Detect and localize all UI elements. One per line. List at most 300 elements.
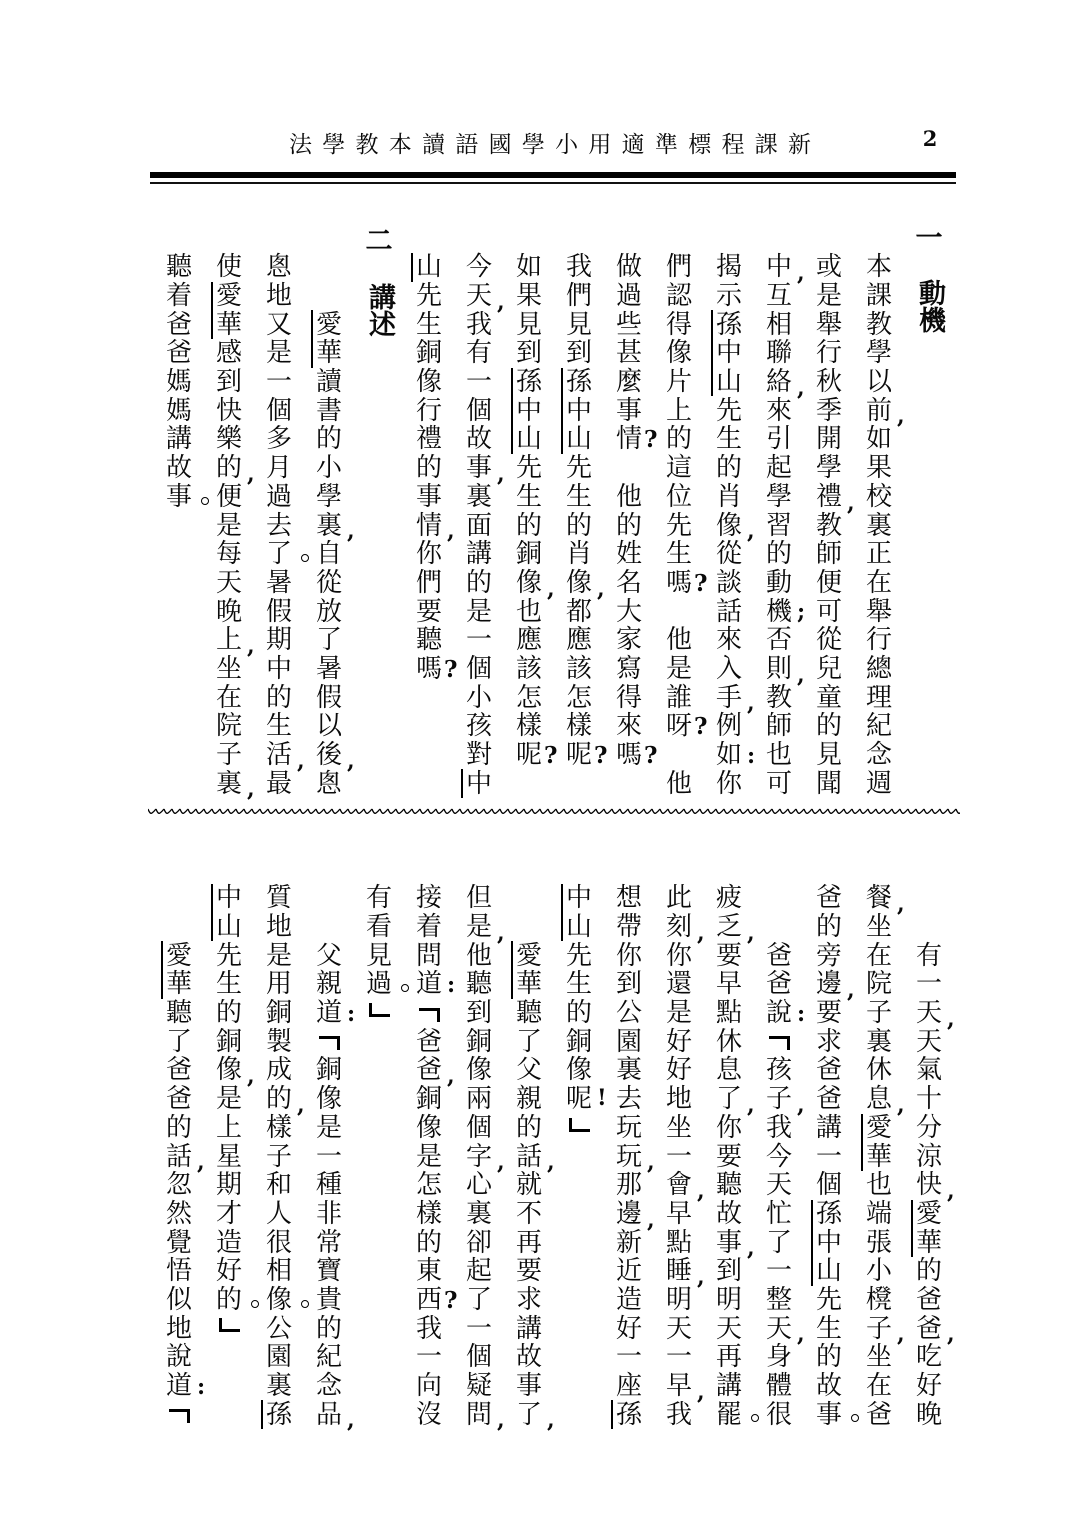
- char-cell: 看: [365, 912, 392, 943]
- char-cell: 休: [865, 1055, 892, 1086]
- char-cell: 們: [665, 252, 692, 283]
- char-cell: 誰: [665, 682, 692, 713]
- char-cell: 生: [515, 481, 542, 512]
- char-cell: 個: [465, 1342, 492, 1373]
- punctuation-mark: ,: [747, 919, 755, 946]
- text-column: [265, 883, 305, 1430]
- char-cell: 對: [465, 740, 492, 771]
- char-cell: 十: [915, 1084, 942, 1115]
- blank-cell: [765, 884, 793, 913]
- text-column: [165, 253, 193, 511]
- char-cell: 每: [215, 539, 242, 570]
- char-cell: 聽: [515, 998, 542, 1029]
- section-heading-number: 二: [365, 225, 393, 257]
- text-column: [665, 252, 708, 799]
- char-cell: 教: [815, 510, 842, 541]
- char-cell: 談: [715, 567, 742, 598]
- char-cell: 生: [265, 711, 292, 742]
- char-cell: 製: [265, 1026, 292, 1057]
- char-cell: 是: [265, 338, 292, 369]
- char-cell: 如: [515, 252, 542, 283]
- char-cell: 理: [865, 682, 892, 713]
- char-cell: 一: [465, 625, 492, 656]
- open-quote-mark: [419, 1008, 440, 1022]
- char-cell: 子 ,: [865, 1313, 905, 1348]
- char-cell: 教: [765, 682, 792, 713]
- char-cell: 親: [315, 969, 342, 1000]
- char-cell: 話: [715, 596, 742, 627]
- char-cell: 嗎 ?: [615, 740, 658, 771]
- char-cell: 裏: [265, 1371, 292, 1402]
- punctuation-mark: ,: [297, 1091, 305, 1118]
- char-cell: 怎: [415, 1170, 442, 1201]
- punctuation-mark: ,: [697, 919, 705, 946]
- char-cell: 似: [165, 1284, 192, 1315]
- char-cell: 會 ,: [665, 1170, 705, 1204]
- header-char: 讀: [422, 131, 446, 158]
- char-cell: 講: [165, 424, 192, 455]
- char-cell: 一: [615, 1342, 642, 1373]
- char-cell: 裏: [865, 510, 892, 541]
- char-cell: 吃: [915, 1342, 942, 1373]
- char-cell: 中: [565, 395, 592, 426]
- char-cell: 坐: [215, 653, 242, 684]
- punctuation-mark: ,: [247, 776, 255, 803]
- char-cell: 呢 !: [565, 1084, 607, 1115]
- char-cell: 華: [915, 1227, 942, 1258]
- char-cell: 中: [515, 395, 542, 426]
- char-cell: 是: [415, 1141, 442, 1172]
- char-cell: 放: [315, 596, 342, 627]
- text-column: [215, 883, 255, 1343]
- char-cell: 故: [715, 1198, 742, 1229]
- punctuation-mark: ,: [747, 1235, 755, 1262]
- char-cell: 銅: [215, 1026, 242, 1057]
- punctuation-mark: [301, 554, 309, 562]
- char-cell: 見: [565, 309, 592, 340]
- char-cell: 暑: [265, 567, 292, 598]
- blank-cell: [315, 253, 343, 282]
- char-cell: 地: [265, 281, 292, 312]
- punctuation-mark: ,: [897, 1321, 905, 1348]
- char-cell: 還: [665, 969, 692, 1000]
- char-cell: 生: [665, 539, 692, 570]
- char-cell: 手 ,: [715, 682, 755, 717]
- char-cell: 華: [165, 969, 192, 1000]
- char-cell: 悟: [165, 1256, 192, 1287]
- char-cell: 裏 ,: [215, 768, 255, 803]
- wavy-divider: [148, 805, 960, 817]
- char-cell: 華: [865, 1141, 892, 1172]
- open-quote-mark: [319, 1036, 340, 1050]
- char-cell: 去: [265, 510, 292, 541]
- char-cell: 講: [815, 1112, 842, 1143]
- char-cell: 小: [465, 682, 492, 713]
- char-cell: 字 ,: [465, 1141, 505, 1176]
- punctuation-mark: ,: [897, 1091, 905, 1118]
- char-cell: 有: [365, 883, 392, 914]
- char-cell: 分: [915, 1112, 942, 1143]
- char-cell: 的: [815, 711, 842, 742]
- punctuation-mark: :: [447, 972, 456, 999]
- char-cell: 座: [615, 1371, 642, 1402]
- char-cell: 到: [615, 969, 642, 1000]
- char-cell: 聽: [715, 1170, 742, 1201]
- char-cell: 好: [665, 1026, 692, 1057]
- char-cell: 的: [615, 510, 642, 541]
- punctuation-mark: [201, 497, 209, 505]
- char-cell: 的: [665, 424, 692, 455]
- char-cell: 涼: [915, 1141, 942, 1172]
- char-cell: 生: [815, 1313, 842, 1344]
- char-cell: 則 ,: [765, 653, 805, 688]
- char-cell: 山: [565, 912, 592, 943]
- char-cell: 最: [265, 768, 292, 799]
- char-cell: 山: [815, 1256, 842, 1287]
- char-cell: 是: [265, 940, 292, 971]
- char-cell: 事: [815, 1400, 843, 1429]
- section-heading-number: 一: [915, 222, 943, 254]
- char-cell: 做: [615, 252, 642, 283]
- char-cell: 你: [715, 1112, 742, 1143]
- char-cell: 了: [315, 625, 342, 656]
- text-column: [865, 252, 905, 799]
- char-cell: 像 ,: [565, 567, 605, 602]
- char-cell: 爸 ,: [915, 1313, 955, 1348]
- char-cell: 先: [715, 395, 742, 426]
- punctuation-mark: ,: [247, 632, 255, 659]
- char-cell: 山: [215, 912, 242, 943]
- char-cell: 像 ,: [715, 510, 755, 545]
- blank-cell: [165, 913, 193, 942]
- char-cell: 父: [315, 940, 342, 971]
- char-cell: 爸: [165, 309, 192, 340]
- punctuation-mark: !: [597, 1084, 607, 1111]
- char-cell: 睡 ,: [665, 1256, 705, 1290]
- text-column: [265, 252, 305, 799]
- punctuation-mark: ,: [647, 1206, 655, 1233]
- char-cell: 應: [565, 625, 592, 656]
- punctuation-mark: ,: [797, 260, 805, 286]
- char-cell: 示: [715, 281, 742, 312]
- char-cell: 從: [815, 625, 842, 656]
- char-cell: 得: [665, 309, 692, 340]
- char-cell: 孩: [465, 711, 492, 742]
- char-cell: 也: [865, 1170, 892, 1201]
- char-cell: 事 ,: [465, 453, 505, 487]
- char-cell: 相: [265, 1256, 292, 1287]
- blank-cell: [515, 884, 543, 913]
- header-rule-thin: [150, 182, 956, 184]
- char-cell: 天 ,: [765, 1313, 805, 1348]
- char-cell: 裏: [865, 1026, 892, 1057]
- char-cell: 公: [265, 1313, 292, 1344]
- char-cell: 寫: [615, 653, 642, 684]
- punctuation-mark: ,: [497, 288, 505, 315]
- char-cell: 孫: [715, 309, 742, 340]
- char-cell: 來: [765, 395, 792, 426]
- char-cell: 爸: [415, 1026, 442, 1057]
- char-cell: 在: [865, 1371, 892, 1402]
- char-cell: 星: [215, 1141, 242, 1172]
- char-cell: 我: [565, 252, 592, 283]
- char-cell: 張: [865, 1227, 892, 1258]
- char-cell: 氣: [915, 1055, 942, 1086]
- header-char: 新: [787, 131, 811, 158]
- char-cell: 認: [665, 281, 692, 312]
- punctuation-mark: ,: [497, 1407, 505, 1434]
- char-cell: 天 ,: [465, 281, 505, 315]
- char-cell: 先: [215, 940, 242, 971]
- char-cell: 故: [515, 1342, 542, 1373]
- char-cell: 園: [615, 1026, 642, 1057]
- blank-cell: [315, 884, 343, 913]
- char-cell: 今: [765, 1141, 792, 1172]
- char-cell: 生: [565, 969, 592, 1000]
- char-cell: 覺: [165, 1227, 192, 1258]
- char-cell: 銅: [415, 1084, 442, 1115]
- char-cell: 點: [665, 1227, 692, 1258]
- char-cell: 了: [465, 1284, 492, 1315]
- char-cell: 了: [265, 540, 293, 569]
- char-cell: 問 ,: [465, 1399, 505, 1434]
- punctuation-mark: ,: [247, 1063, 255, 1090]
- char-cell: 先: [415, 281, 442, 312]
- punctuation-mark: ,: [347, 1407, 355, 1434]
- char-cell: 愛: [315, 309, 342, 340]
- char-cell: 再: [515, 1227, 542, 1258]
- char-cell: 以: [315, 711, 342, 742]
- char-cell: 像: [665, 338, 692, 369]
- char-cell: 造: [615, 1284, 642, 1315]
- char-cell: 先: [815, 1284, 842, 1315]
- char-cell: 求: [815, 1026, 842, 1057]
- char-cell: 沒: [415, 1399, 442, 1430]
- char-cell: 坐: [665, 1112, 692, 1143]
- char-cell: 先: [665, 510, 692, 541]
- char-cell: 然: [165, 1198, 192, 1229]
- char-cell: 面: [465, 510, 492, 541]
- blank-cell: [765, 913, 793, 942]
- char-cell: 說 :: [765, 998, 806, 1029]
- punctuation-mark: ,: [947, 1177, 955, 1204]
- char-cell: 着: [165, 281, 192, 312]
- punctuation-mark: ,: [447, 518, 455, 545]
- char-cell: 到: [515, 338, 542, 369]
- char-cell: 人: [265, 1198, 292, 1229]
- char-cell: 東: [415, 1256, 442, 1287]
- char-cell: 的: [415, 1227, 442, 1258]
- char-cell: 園: [265, 1342, 292, 1373]
- char-cell: 講: [465, 539, 492, 570]
- punctuation-mark: ,: [747, 1091, 755, 1118]
- char-cell: 也: [515, 596, 542, 627]
- char-cell: 刻 ,: [665, 912, 705, 946]
- char-cell: 銅: [515, 539, 542, 570]
- char-cell: 如 :: [715, 740, 756, 771]
- punctuation-mark: ,: [297, 747, 305, 774]
- char-cell: 明: [715, 1284, 742, 1315]
- char-cell: 感: [215, 338, 242, 369]
- char-cell: 在: [865, 567, 892, 598]
- char-cell: 向: [415, 1371, 442, 1402]
- char-cell: 兒: [815, 653, 842, 684]
- text-column: [215, 252, 255, 803]
- char-cell: 像 ,: [515, 567, 555, 602]
- char-cell: 讀: [315, 367, 342, 398]
- char-cell: 舉: [865, 596, 892, 627]
- char-cell: 見: [365, 940, 392, 971]
- char-cell: 的: [915, 1256, 942, 1287]
- blank-cell: [315, 913, 343, 942]
- char-cell: 禮 ,: [815, 481, 855, 516]
- char-cell: 們: [415, 567, 442, 598]
- char-cell: 過: [365, 970, 393, 999]
- char-cell: 樣: [515, 711, 542, 742]
- char-cell: 學: [865, 338, 892, 369]
- char-cell: 很: [765, 1399, 792, 1430]
- char-cell: 生: [415, 309, 442, 340]
- punctuation-mark: ,: [847, 977, 855, 1004]
- char-cell: 像: [465, 1055, 492, 1086]
- char-cell: 的: [265, 682, 292, 713]
- char-cell: 故: [815, 1371, 842, 1402]
- char-cell: 來: [615, 711, 642, 742]
- char-cell: 孫: [815, 1198, 842, 1229]
- char-cell: 見: [515, 309, 542, 340]
- char-cell: 媽: [165, 395, 192, 426]
- char-cell: 情 ?: [615, 424, 658, 455]
- punctuation-mark: ,: [497, 919, 505, 946]
- punctuation-mark: ,: [797, 374, 805, 401]
- char-cell: 的: [465, 567, 492, 598]
- char-cell: 個: [465, 1112, 492, 1143]
- char-cell: 嗎 ?: [415, 653, 458, 684]
- char-cell: 個: [265, 395, 292, 426]
- char-cell: 要: [715, 940, 742, 971]
- char-cell: 愛: [515, 940, 542, 971]
- char-cell: 學: [765, 481, 792, 512]
- char-cell: 行: [415, 395, 442, 426]
- header-char: 程: [721, 131, 745, 158]
- char-cell: 自: [315, 539, 342, 570]
- char-cell: 愛: [215, 281, 242, 312]
- text-column: [165, 884, 206, 1429]
- char-cell: 天 ,: [915, 998, 955, 1032]
- char-cell: 非: [315, 1198, 342, 1229]
- char-cell: 了 ,: [515, 1399, 555, 1434]
- char-cell: 爸: [165, 1084, 192, 1115]
- char-cell: 求: [515, 1284, 542, 1315]
- char-cell: 院: [865, 969, 892, 1000]
- punctuation-mark: ,: [547, 575, 555, 602]
- char-cell: 到: [215, 367, 242, 398]
- char-cell: 和: [265, 1170, 292, 1201]
- char-cell: 明: [665, 1284, 692, 1315]
- char-cell: 這: [665, 453, 692, 484]
- char-cell: 我: [415, 1313, 442, 1344]
- char-cell: 話 ,: [165, 1141, 205, 1176]
- char-cell: 他: [615, 481, 642, 512]
- char-cell: 說: [165, 1342, 192, 1373]
- header-char: 小: [555, 131, 579, 158]
- punctuation-mark: [851, 1414, 859, 1422]
- char-cell: 肖: [565, 539, 592, 570]
- char-cell: 寶: [315, 1256, 342, 1287]
- char-cell: 像 ,: [215, 1055, 255, 1090]
- char-cell: 的: [565, 998, 592, 1029]
- header-char: 教: [355, 131, 379, 158]
- char-cell: 親: [515, 1084, 542, 1115]
- punctuation-mark: ,: [497, 1149, 505, 1176]
- blank-cell: [915, 884, 943, 913]
- char-cell: 品 ,: [315, 1399, 355, 1434]
- blank-cell: [915, 913, 943, 942]
- char-cell: 生: [215, 969, 242, 1000]
- char-cell: 很: [265, 1227, 292, 1258]
- char-cell: 呢 ?: [515, 740, 558, 771]
- char-cell: 疑: [465, 1371, 492, 1402]
- char-cell: 父: [515, 1055, 542, 1086]
- char-cell: [415, 999, 443, 1028]
- char-cell: 秋: [815, 367, 842, 398]
- text-column: [565, 252, 608, 771]
- punctuation-mark: :: [197, 1373, 206, 1400]
- header-char: 本: [388, 131, 412, 158]
- char-cell: 否: [765, 625, 792, 656]
- char-cell: 該: [565, 653, 592, 684]
- char-cell: 的: [715, 453, 742, 484]
- open-quote-mark: [169, 1409, 190, 1423]
- header-char: 適: [621, 131, 645, 158]
- char-cell: 怎: [515, 682, 542, 713]
- char-cell: 月: [265, 453, 292, 484]
- char-cell: 接: [415, 883, 442, 914]
- punctuation-mark: ,: [697, 1177, 705, 1204]
- char-cell: 要: [515, 1256, 542, 1287]
- header-char: 法: [289, 131, 312, 158]
- char-cell: 可: [815, 596, 842, 627]
- char-cell: 一: [265, 367, 292, 398]
- blank-cell: [315, 282, 343, 311]
- char-cell: 呀 ?: [665, 711, 708, 742]
- char-cell: 的: [815, 912, 842, 943]
- char-cell: 季: [815, 395, 842, 426]
- char-cell: 不: [515, 1198, 542, 1229]
- punctuation-mark: ?: [694, 569, 708, 597]
- char-cell: [765, 1027, 793, 1056]
- char-cell: 晚: [215, 596, 242, 627]
- char-cell: 像: [315, 1084, 342, 1115]
- char-cell: 華: [315, 338, 342, 369]
- char-cell: 乏 ,: [715, 912, 755, 946]
- char-cell: 大: [615, 596, 642, 627]
- char-cell: 你: [615, 940, 642, 971]
- char-cell: 罷: [715, 1400, 743, 1429]
- char-cell: 孫: [265, 1399, 292, 1430]
- char-cell: 先: [515, 453, 542, 484]
- char-cell: 習: [765, 510, 792, 541]
- char-cell: 情 ,: [415, 510, 455, 545]
- char-cell: 個: [465, 395, 492, 426]
- blank-cell: [165, 884, 193, 913]
- punctuation-mark: ,: [897, 891, 905, 917]
- char-cell: 息 ,: [865, 1084, 905, 1118]
- char-cell: 成: [265, 1055, 292, 1086]
- char-cell: [215, 1314, 243, 1343]
- char-cell: 山: [715, 367, 742, 398]
- header-char: 課: [754, 131, 778, 158]
